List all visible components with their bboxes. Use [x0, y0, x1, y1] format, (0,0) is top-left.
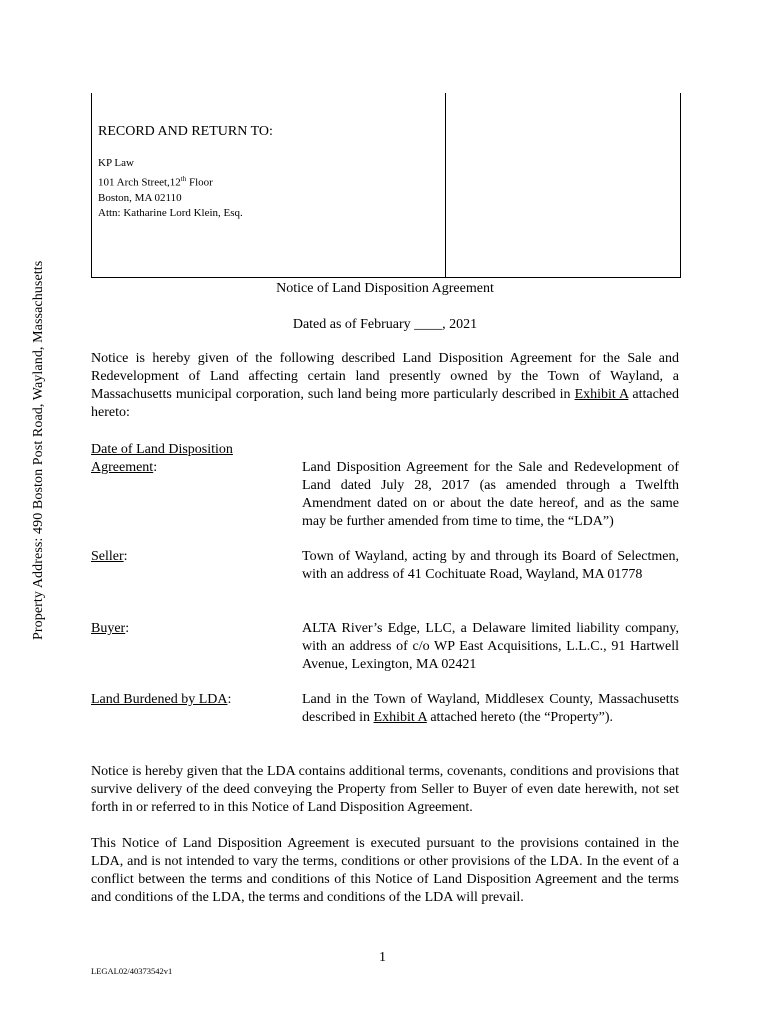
return-address — [98, 156, 243, 222]
value-date-of-lda: Land Disposition Agreement for the Sale and Redevelopment of Land dated July 28, 2017 (as amended through a Twelfth Amendment dated on or about the date hereof, and as the same may be further amended from time to time, the “LDA”) — [302, 460, 679, 529]
recording-stamp-box — [445, 93, 681, 278]
label-buyer: Buyer: — [91, 621, 130, 636]
record-return-heading: RECORD AND RETURN TO: — [98, 124, 273, 139]
label-seller: Seller: — [91, 549, 128, 564]
value-land-burdened: Land in the Town of Wayland, Middlesex County, Massachusetts described in Exhibit A attached hereto (the “Property”). — [302, 692, 679, 725]
label-date-of-lda: Date of Land Disposition Agreement: — [91, 442, 233, 475]
address-street: 101 Arch Street,12th Floor — [98, 174, 213, 189]
address-attn: Attn: Katharine Lord Klein, Esq. — [98, 207, 243, 220]
page-number: 1 — [379, 950, 386, 965]
value-buyer: ALTA River’s Edge, LLC, a Delaware limited liability company, with an address of c/o WP East Acquisitions, L.L.C., 91 Hartwell Avenue, Lexington, MA 02421 — [302, 621, 679, 672]
exhibit-a-reference: Exhibit A — [574, 387, 629, 402]
document-id-footer: LEGAL02/40373542v1 — [91, 966, 173, 976]
survival-paragraph: Notice is hereby given that the LDA contains additional terms, covenants, conditions and provisions that survive delivery of the deed conveying the Property from Seller to Buyer of even date herewith, not set forth in or referred to in this Notice of Land Disposition Agreement. — [91, 764, 679, 815]
dated-line: Dated as of February ____, 2021 — [292, 317, 478, 332]
conflict-paragraph: This Notice of Land Disposition Agreement is executed pursuant to the provisions contained in the LDA, and is not intended to vary the terms, conditions or other provisions of the LDA. In the event of a conflict between the terms and conditions of this Notice of Land Disposition Agreement and the terms and conditions of the LDA, the terms and conditions of the LDA will prevail. — [91, 836, 679, 905]
address-city: Boston, MA 02110 — [98, 191, 182, 204]
side-margin-property-address: Property Address: 490 Boston Post Road, Wayland, Massachusetts — [31, 260, 46, 640]
document-title: Notice of Land Disposition Agreement — [276, 281, 494, 296]
exhibit-a-reference-2: Exhibit A — [373, 710, 427, 725]
label-land-burdened: Land Burdened by LDA: — [91, 692, 232, 707]
intro-paragraph: Notice is hereby given of the following described Land Disposition Agreement for the Sale and Redevelopment of Land affecting certain land presently owned by the Town of Wayland, a Massachusetts municipal corporation, such land being more particularly described in Exhibit A attached hereto: — [91, 351, 679, 420]
address-name: KP Law — [98, 157, 134, 169]
value-seller: Town of Wayland, acting by and through its Board of Selectmen, with an address of 41 Cochituate Road, Wayland, MA 01778 — [302, 549, 679, 582]
